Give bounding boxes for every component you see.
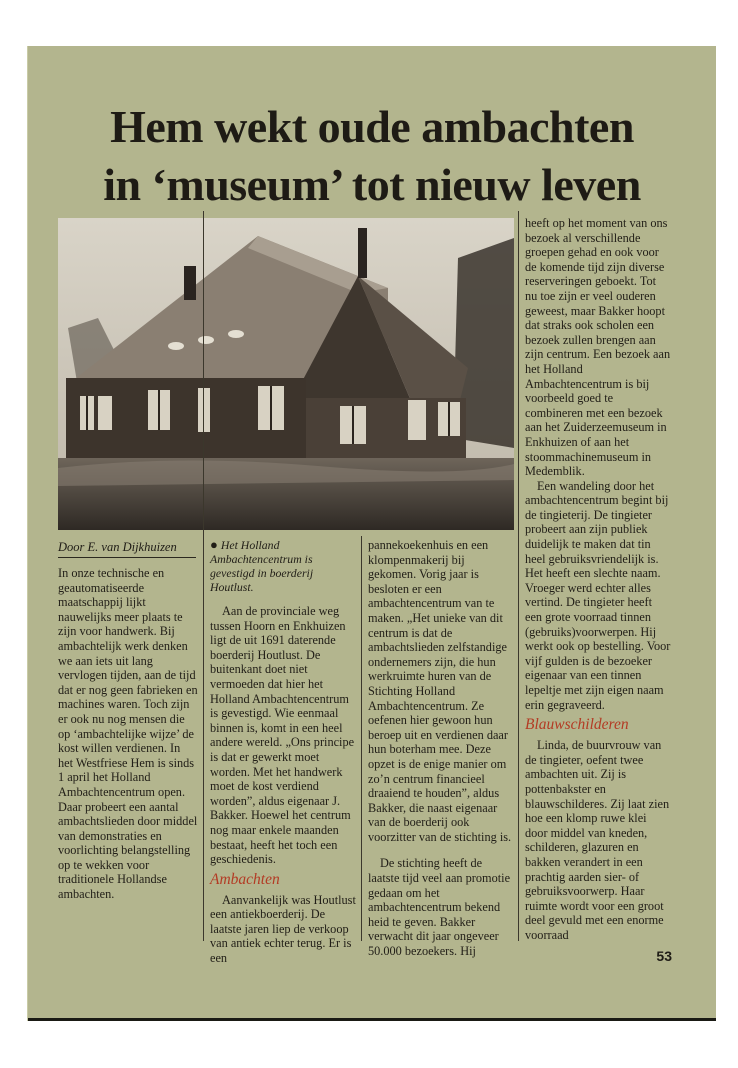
- column-rule-1: [203, 211, 204, 941]
- body-paragraph: De stichting heeft de laatste tijd veel aan promotie gedaan om het ambachtencentrum bekend heid te geven. Bakker verwacht dit jaar ongeveer 50.000 bezoekers. Hij: [368, 856, 511, 959]
- column-4: [525, 216, 671, 943]
- column-rule-3: [518, 211, 519, 941]
- body-paragraph: heeft op het moment van ons bezoek al verschillende groepen gehad en ook voor de komende tijd zijn diverse reserveringen geboekt. Tot nu toe zijn er veel ouderen geweest, maar Bakker hoopt dat straks ook scholen een bezoek zullen brengen aan zijn centrum. Een bezoek aan het Holland Ambachtencentrum is bij voorbeeld goed te combineren met een bezoek aan het Zuiderzeemuseum in Enkhuizen of aan het stoommachinemuseum in Medemblik.: [525, 216, 671, 479]
- headline-line-1: Hem wekt oude ambachten: [110, 101, 634, 152]
- body-paragraph: Aanvankelijk was Houtlust een antiekboerderij. De laatste jaren liep de verkoop van antiek echter terug. Er is een: [210, 892, 356, 966]
- body-paragraph: pannekoekenhuis en een klompenmakerij bij gekomen. Vorig jaar is besloten er een ambachtencentrum van te maken. „Het unieke van dit centrum is dat de ambachtslieden zelfstandige ondernemers zijn, die hun werkruimte huren van de Stichting Holland Ambachtencentrum. Ze oefenen hier gewoon hun beroep uit en verdienen daar hun boterham mee. Deze opzet is de enige manier om zo’n centrum financieel draaiend te houden”, aldus Bakker, die naast eigenaar van de boerderij ook voorzitter van de stichting is.: [368, 538, 512, 844]
- column-1: [58, 566, 198, 902]
- subhead-blauwschilderen: Blauwschilderen: [525, 716, 629, 734]
- body-paragraph: Een wandeling door het ambachtencentrum begint bij de tingieterij. De tingieter probeert aan zijn publiek duidelijk te maken dat tin heel gebruiksvriendelijk is. Het heeft een slechte naam. Vroeger werd echter alles vertind. De tingieter heeft een grote voorraad tinnen (gebruiks)voorwerpen. Hij werkt ook op bestelling. Voor vijf gulden is de bezoeker eigenaar van een tinnen lepeltje met zijn eigen naam erin gegraveerd.: [525, 478, 671, 712]
- column-3: [368, 538, 514, 959]
- paragraph-gap: [368, 844, 514, 856]
- bullet-icon: ●: [210, 537, 218, 552]
- body-paragraph: Aan de provinciale weg tussen Hoorn en Enkhuizen ligt de uit 1691 daterende boerderij Houtlust. De buitenkant doet niet vermoeden dat hier het Holland Ambachtencentrum is gevestigd. Wie eenmaal binnen is, komt in een heel andere wereld. „Ons principe is dat er gewerkt moet worden. Met het handwerk moet de kost verdiend worden”, aldus eigenaar J. Bakker. Hoewel het centrum nog maar enkele maanden bestaat, heeft het toch een geschiedenis.: [210, 604, 355, 867]
- farmhouse-photo-image: [58, 218, 514, 530]
- intro-paragraph: In onze technische en geautomatiseerde maatschappij lijkt nauwelijks meer plaats te zijn voor handwerk. Bij ambachtelijk werk denken we aan iets uit lang vervlogen tijden, aan de tijd dat er nog geen fabrieken en machines waren. Toch zijn er ook nu nog mensen die op ‘ambachtelijke wijze’ de kost willen verdienen. In het Westfriese Hem is sinds 1 april het Holland Ambachtencentrum open. Daar probeert een aantal ambachtslieden door middel van demonstraties en voorlichting belangstelling op te wekken voor traditionele Hollandse ambachten.: [58, 566, 198, 902]
- photo-caption: [210, 538, 356, 594]
- page-number: 53: [656, 948, 672, 964]
- magazine-page: [28, 46, 716, 1021]
- caption-text: Het Holland Ambachtencentrum is gevestigd in boerderij Houtlust.: [210, 538, 314, 594]
- byline: Door E. van Dijkhuizen: [58, 540, 196, 558]
- body-paragraph: Linda, de buurvrouw van de tingieter, oefent twee ambachten uit. Zij is pottenbakster en blauwschilderes. Zij laat zien hoe een klomp ruwe klei door middel van kneden, schilderen, glazuren en bakken verandert in een prachtig aarden sier- of gebruiksvoorwerp. Haar ruimte wordt voor een groot deel gevuld met een enorme voorraad: [525, 738, 670, 942]
- headline: [28, 98, 716, 214]
- column-2: [210, 538, 356, 966]
- column-rule-2: [361, 536, 362, 941]
- farmhouse-photo: [58, 218, 514, 530]
- subhead-ambachten: Ambachten: [210, 870, 280, 888]
- headline-line-2: in ‘museum’ tot nieuw leven: [103, 159, 641, 210]
